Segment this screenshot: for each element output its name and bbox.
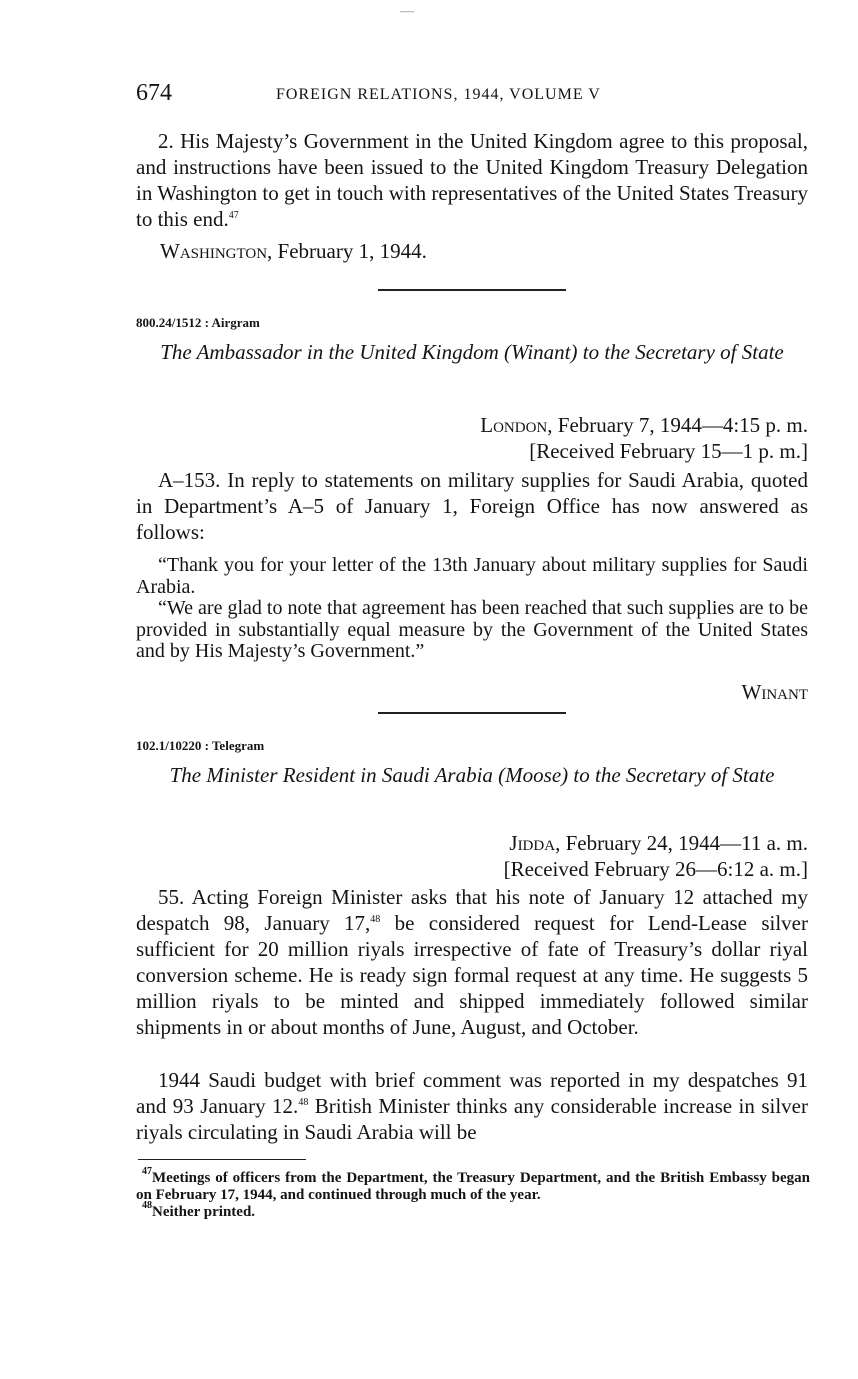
document-title: The Ambassador in the United Kingdom (Winant) to the Secretary of State [160,340,784,364]
footnote [136,1166,810,1204]
message-paragraph [136,1067,808,1145]
paragraph-text: 55. Acting Foreign Minister asks that his note of January 12 attached my despatch 98, January 17, [136,885,808,935]
continuation-dateline [160,238,427,264]
dateline [480,412,808,438]
continuation-text: 2. His Majesty’s Government in the United Kingdom agree to this proposal, and instructions have been issued to the United Kingdom Treasury Delegation in Washington to get in touch with representatives of the United States Treasury to this end. [136,129,808,231]
footnote [136,1200,810,1221]
quote-paragraph: “Thank you for your letter of the 13th January about military supplies for Saudi Arabia. [136,554,808,598]
paragraph-text: British Minister thinks any considerable increase in silver riyals circulating in Saudi Arabia will be [136,1094,808,1144]
footnotes [136,1166,810,1221]
dateline [509,830,808,856]
message-paragraph [136,884,808,1040]
signature: Winant [741,680,808,704]
quote-paragraph: “We are glad to note that agreement has been reached that such supplies are to be provided in substantially equal measure by the Government of the United States and by His Majesty’s Government.” [136,597,808,662]
dateline-date: , February 1, 1944. [267,239,427,263]
footnote-ref-48: 48 [298,1097,309,1108]
footnote-divider [138,1159,306,1160]
received-line: [Received February 15—1 p. m.] [529,439,808,463]
message-body: A–153. In reply to statements on military supplies for Saudi Arabia, quoted in Department’s A–5 of January 1, Foreign Office has now answered as follows: [136,468,808,544]
dateline-place: Washington [160,239,268,263]
page-number: 674 [136,80,172,106]
dateline-place: Jidda [509,831,556,855]
file-number: 800.24/1512 : Airgram [136,315,260,330]
running-head: FOREIGN RELATIONS, 1944, VOLUME V [276,86,601,103]
footnote-marker: 47 [142,1166,152,1177]
paragraph-text: 1944 Saudi budget with brief comment was reported in my despatches 91 and 93 January 12. [136,1068,808,1118]
footnote-text: Neither printed. [152,1204,256,1220]
footnote-ref-47: 47 [228,210,239,221]
paragraph-text: be considered request for Lend-Lease silver sufficient for 20 million riyals irrespective of fate of Treasury’s dollar riyal conversion scheme. He is ready sign formal request at any time. He suggests 5 million riyals to be minted and shipped immediately followed similar shipments in or about months of June, August, and October. [136,911,808,1039]
file-number: 102.1/10220 : Telegram [136,738,265,753]
footnote-marker: 48 [142,1200,152,1211]
received-line: [Received February 26—6:12 a. m.] [503,857,808,881]
dateline-time: , February 24, 1944—11 a. m. [555,831,808,855]
footnote-text: Meetings of officers from the Department, the Treasury Department, and the British Embassy began on February 17, 1944, and continued through much of the year. [136,1170,810,1203]
document-title: The Minister Resident in Saudi Arabia (Moose) to the Secretary of State [169,763,775,787]
dateline-place: London [480,413,548,437]
footnote-ref-48: 48 [370,914,381,925]
dateline-time: , February 7, 1944—4:15 p. m. [547,413,808,437]
continuation-paragraph [136,128,808,232]
section-divider [378,712,566,714]
quoted-letter [136,555,808,663]
section-divider [378,289,566,291]
top-mark: — [400,4,414,19]
